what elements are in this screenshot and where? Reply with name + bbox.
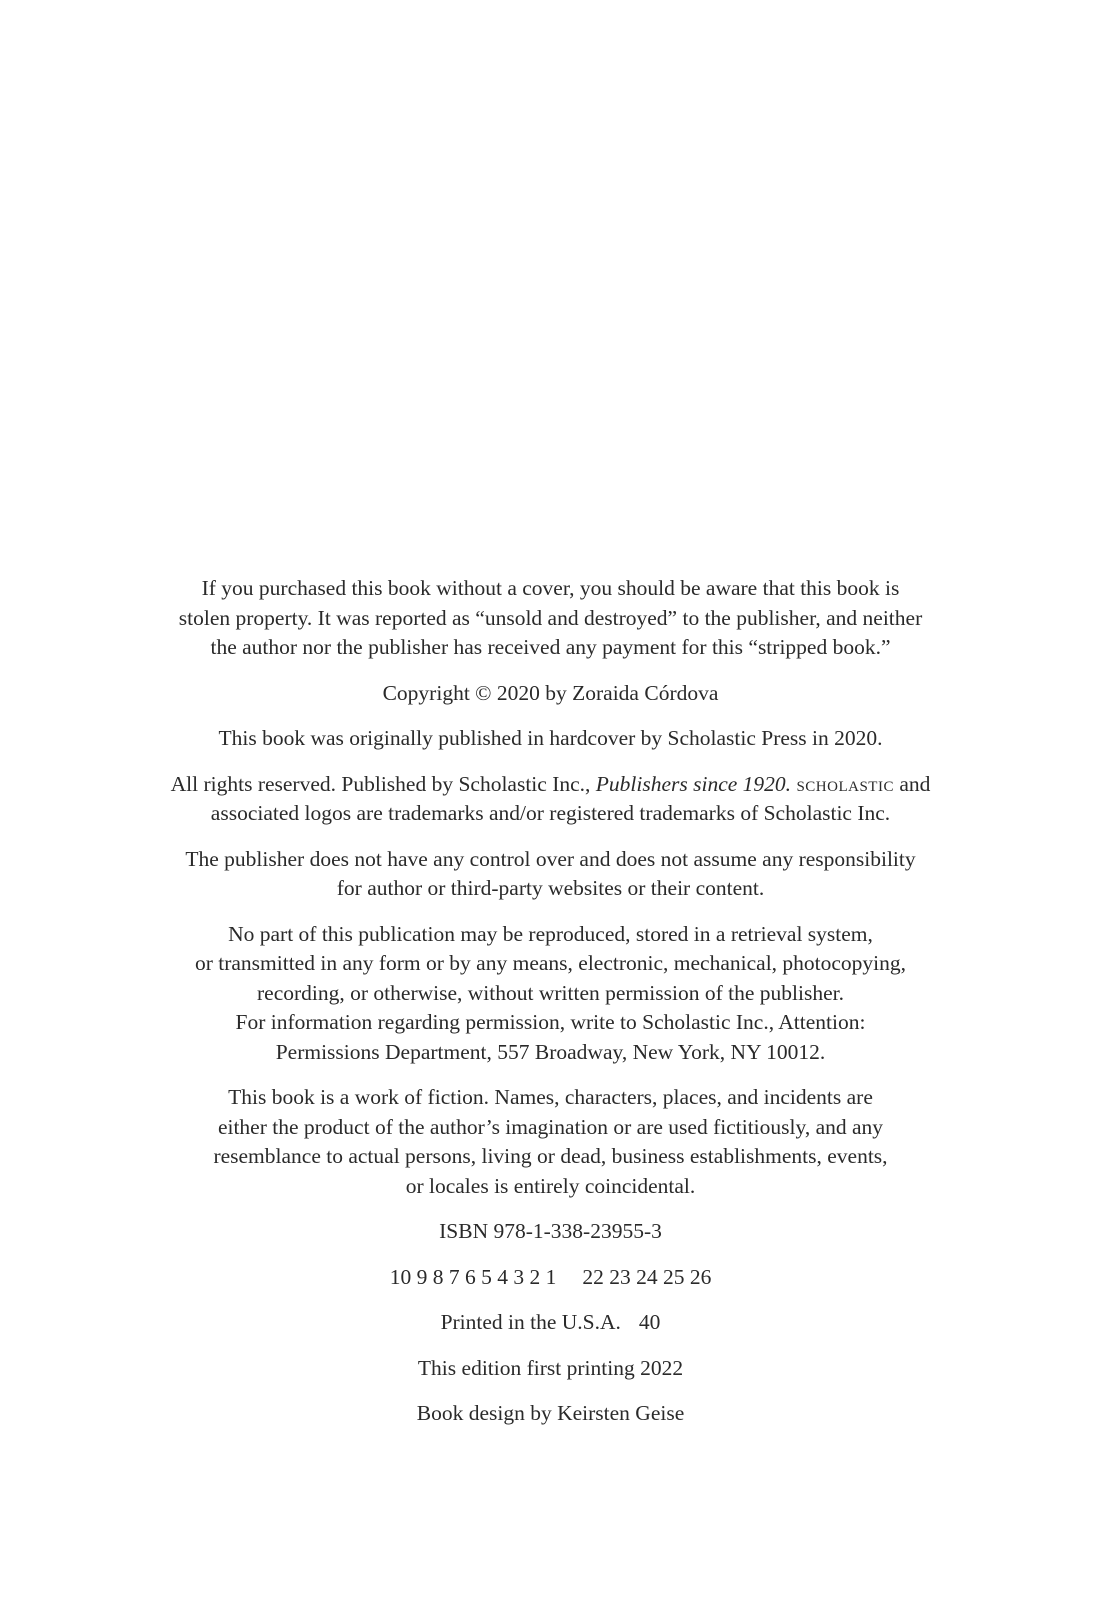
stripped-book-notice: [0, 574, 1101, 663]
impression-numbers: 10 9 8 7 6 5 4 3 2 1: [389, 1264, 557, 1289]
scholastic-brand: scholastic: [796, 771, 894, 796]
edition-line: This edition first printing 2022: [417, 1355, 684, 1380]
notice-line: the author nor the publisher has received any payment for this “stripped book.”: [210, 635, 891, 659]
isbn-line: ISBN 978-1-338-23955-3: [439, 1219, 662, 1243]
fiction-line: either the product of the author’s imagination or are used fictitiously, and any: [217, 1114, 884, 1139]
responsibility-statement: [0, 845, 1101, 904]
publishers-since: Publishers since 1920.: [595, 771, 792, 796]
reproduction-line: For information regarding permission, write to Scholastic Inc., Attention:: [235, 1010, 866, 1034]
rights-suffix: and: [893, 771, 931, 796]
notice-line: If you purchased this book without a cover, you should be aware that this book is: [201, 576, 900, 600]
responsibility-line: The publisher does not have any control over and does not assume any responsibility: [185, 846, 916, 871]
reproduction-statement: [0, 920, 1101, 1068]
print-numbers-line: [0, 1263, 1101, 1293]
reproduction-line: or transmitted in any form or by any means, electronic, mechanical, photocopying,: [194, 951, 907, 975]
rights-line-1: [0, 770, 1101, 800]
reproduction-line: recording, or otherwise, without written permission of the publisher.: [257, 980, 844, 1005]
copyright-block: [0, 574, 1101, 1445]
fiction-disclaimer: [0, 1083, 1101, 1201]
fiction-line: This book is a work of fiction. Names, characters, places, and incidents are: [228, 1085, 873, 1109]
original-publication-line: This book was originally published in hardcover by Scholastic Press in 2020.: [218, 726, 883, 750]
fiction-line: resemblance to actual persons, living or dead, business establishments, events,: [213, 1144, 888, 1168]
printer-code: 40: [638, 1310, 661, 1334]
fiction-line: or locales is entirely coincidental.: [405, 1173, 696, 1198]
reproduction-line: Permissions Department, 557 Broadway, New York, NY 10012.: [275, 1039, 826, 1064]
responsibility-line: for author or third-party websites or their content.: [336, 876, 765, 900]
copyright-line: Copyright © 2020 by Zoraida Córdova: [382, 680, 719, 705]
rights-prefix: All rights reserved. Published by Scholastic Inc.,: [170, 771, 596, 796]
book-design-credit: Book design by Keirsten Geise: [416, 1401, 685, 1425]
rights-statement: [0, 770, 1101, 829]
year-numbers: 22 23 24 25 26: [582, 1264, 712, 1289]
printed-in-line: [0, 1308, 1101, 1338]
notice-line: stolen property. It was reported as “unsold and destroyed” to the publisher, and neither: [178, 605, 923, 630]
rights-line-2: associated logos are trademarks and/or registered trademarks of Scholastic Inc.: [210, 801, 891, 825]
reproduction-line: No part of this publication may be reproduced, stored in a retrieval system,: [228, 921, 873, 946]
printed-in-text: Printed in the U.S.A.: [440, 1310, 621, 1334]
